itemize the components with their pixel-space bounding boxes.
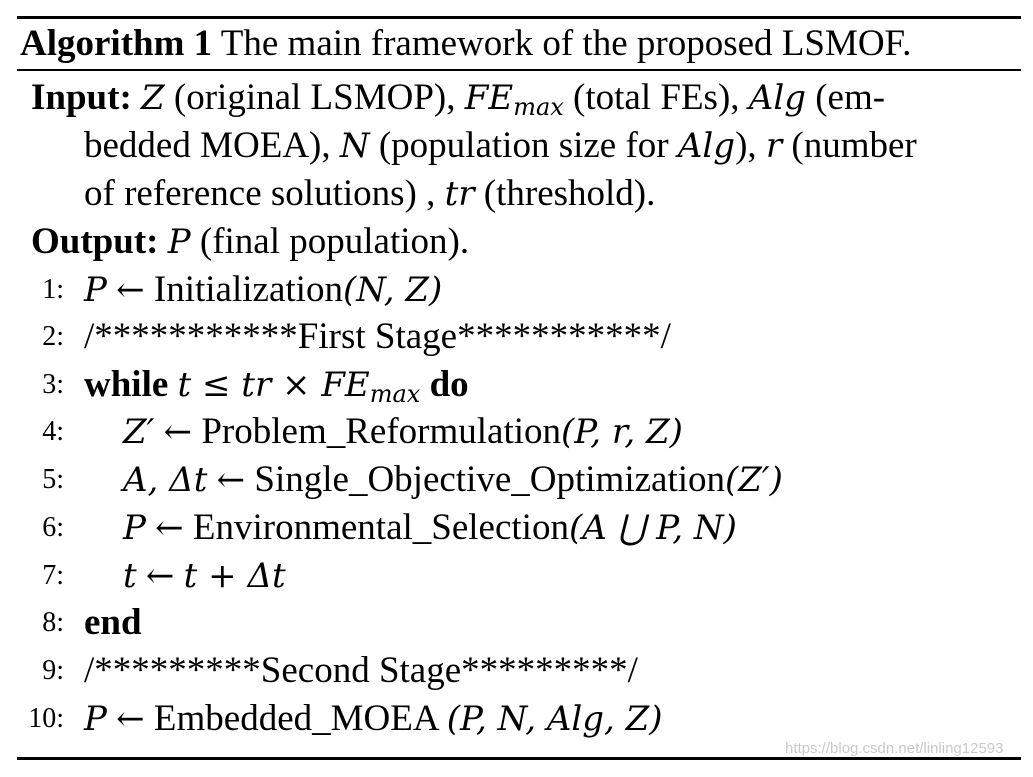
assign-arrow: ←	[145, 556, 175, 596]
step-code	[84, 599, 142, 647]
assign-arrow: ←	[116, 270, 145, 310]
do-keyword: do	[429, 364, 469, 405]
caption-label: Algorithm 1	[20, 23, 213, 64]
step-code	[123, 408, 683, 456]
alg-description: (em-	[815, 77, 886, 118]
stage-comment: /***********First Stage***********/	[84, 316, 671, 357]
step-code	[123, 504, 737, 552]
tr-description: (threshold).	[483, 173, 656, 214]
input-keyword: Input:	[31, 77, 132, 118]
line-number: 1:	[42, 274, 64, 305]
line-number: 9:	[42, 655, 64, 686]
end-keyword: end	[84, 602, 142, 643]
step-lhs: Z′	[123, 412, 155, 452]
function-name: Problem_Reformulation	[201, 411, 562, 452]
step-code	[84, 266, 442, 314]
assign-arrow: ←	[216, 460, 246, 500]
function-args: (P, N, Alg, Z)	[446, 699, 663, 739]
line-number: 3:	[42, 369, 64, 400]
top-rule	[17, 16, 1021, 19]
step-expression: t + Δt	[183, 556, 286, 596]
r-description: (number	[791, 125, 917, 166]
step-lhs: P	[84, 699, 107, 739]
function-args: (P, r, Z)	[561, 412, 683, 452]
output-keyword: Output:	[31, 221, 159, 262]
loop-condition: t ≤ tr × FE	[177, 365, 370, 405]
while-keyword: while	[84, 364, 169, 405]
watermark-text: https://blog.csdn.net/linling12593	[785, 740, 1004, 757]
function-name: Single_Objective_Optimization	[254, 459, 726, 500]
step-code	[84, 361, 469, 412]
input-line-3	[84, 170, 655, 218]
var-z: Z	[141, 78, 165, 118]
assign-arrow: ←	[155, 508, 184, 548]
var-alg-2: Alg	[677, 126, 736, 166]
z-description: (original LSMOP),	[173, 77, 456, 118]
line-number: 6:	[42, 512, 64, 543]
function-name: Embedded_MOEA	[153, 698, 438, 739]
algorithm-caption	[20, 21, 911, 67]
assign-arrow: ←	[163, 412, 193, 452]
r-description-cont: of reference solutions) ,	[84, 173, 436, 214]
input-line-2	[84, 122, 917, 170]
input-line-1	[31, 74, 885, 125]
caption-text: The main framework of the proposed LSMOF.	[220, 23, 912, 64]
loop-condition-sub: max	[369, 380, 421, 408]
var-fe: FE	[464, 78, 514, 118]
var-n: N	[339, 126, 370, 166]
line-number: 2:	[42, 321, 64, 352]
line-number: 7:	[42, 560, 64, 591]
output-line	[31, 218, 469, 266]
function-args: (N, Z)	[342, 270, 443, 310]
n-description-end: ),	[735, 125, 757, 166]
line-number: 8:	[42, 607, 64, 638]
step-lhs: A, Δt	[123, 460, 208, 500]
function-name: Initialization	[153, 269, 343, 310]
line-number: 10:	[28, 703, 64, 734]
caption-rule	[17, 69, 1021, 71]
var-p: P	[167, 222, 191, 262]
step-code	[123, 552, 286, 600]
n-description: (population size for	[378, 125, 669, 166]
var-tr: tr	[444, 174, 475, 214]
var-alg: Alg	[748, 78, 806, 118]
bottom-rule	[17, 757, 1021, 760]
function-args: (A ⋃ P, N)	[568, 508, 737, 548]
step-lhs: P	[123, 508, 146, 548]
line-number: 4:	[42, 416, 64, 447]
step-code	[84, 695, 663, 743]
function-name: Environmental_Selection	[192, 507, 569, 548]
assign-arrow: ←	[116, 699, 145, 739]
step-lhs: t	[123, 556, 137, 596]
step-lhs: P	[84, 270, 107, 310]
p-description: (final population).	[199, 221, 470, 262]
stage-comment: /*********Second Stage*********/	[84, 650, 638, 691]
var-fe-sub: max	[513, 93, 564, 121]
fe-description: (total FEs),	[573, 77, 740, 118]
function-args: (Z′)	[725, 460, 783, 500]
line-number: 5:	[42, 464, 64, 495]
step-code	[123, 456, 783, 504]
alg-description-cont: bedded MOEA),	[84, 125, 331, 166]
var-r: r	[765, 126, 783, 166]
